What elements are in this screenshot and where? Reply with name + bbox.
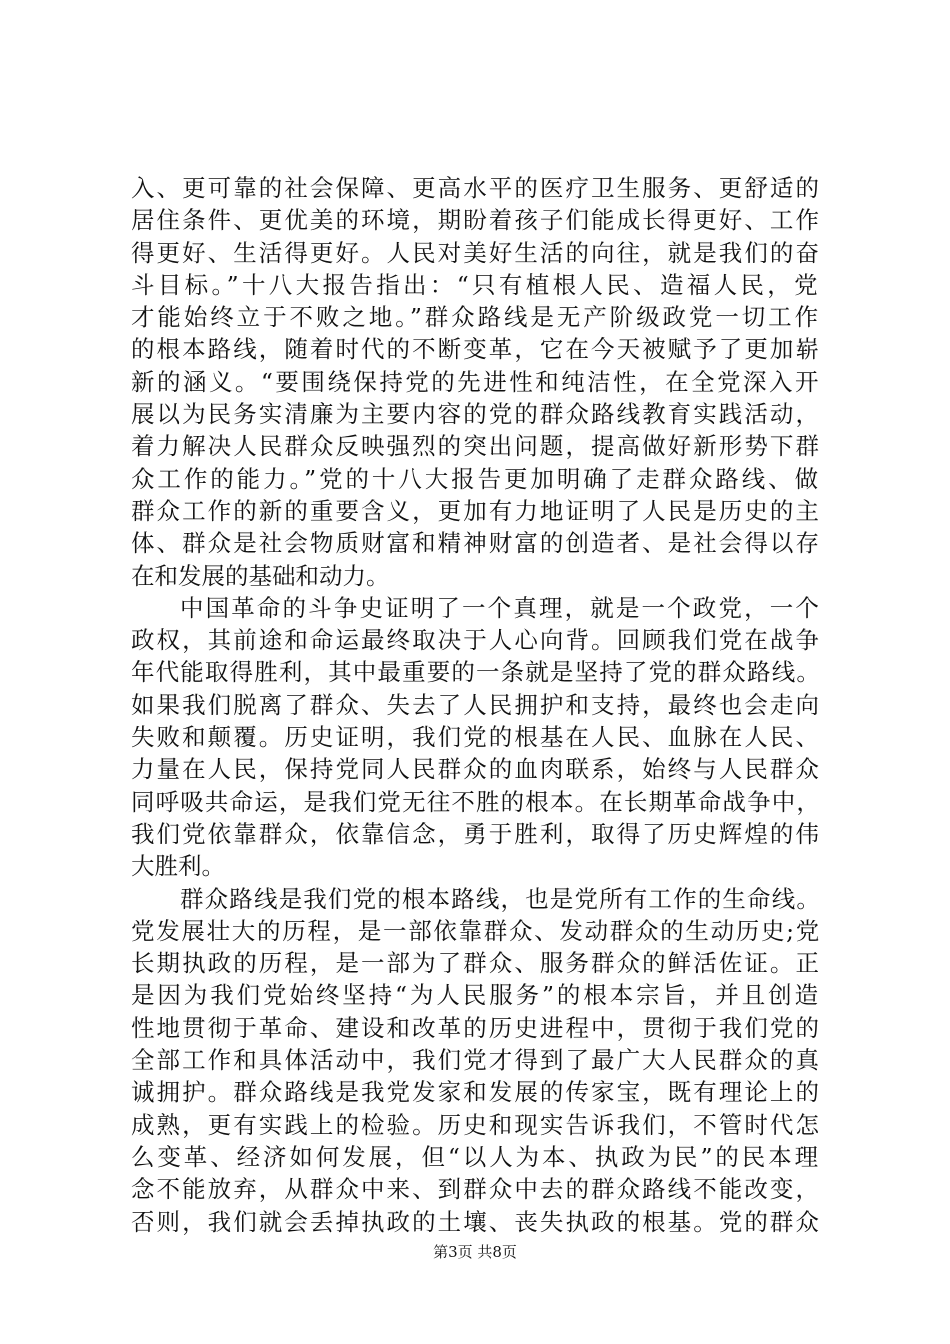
text-line: 体、群众是社会物质财富和精神财富的创造者、是社会得以存 (131, 529, 821, 558)
text-line: 否则，我们就会丢掉执政的土壤、丧失执政的根基。党的群众 (131, 1207, 821, 1236)
text-line: 么变革、经济如何发展，但“以人为本、执政为民”的民本理 (131, 1142, 821, 1171)
text-line: 力量在人民，保持党同人民群众的血肉联系，始终与人民群众 (131, 755, 821, 784)
document-body (131, 172, 821, 1238)
text-line: 是因为我们党始终坚持“为人民服务”的根本宗旨，并且创造 (131, 981, 821, 1010)
text-line: 全部工作和具体活动中，我们党才得到了最广大人民群众的真 (131, 1046, 821, 1075)
text-line: 成熟，更有实践上的检验。历史和现实告诉我们，不管时代怎 (131, 1110, 821, 1139)
text-line: 如果我们脱离了群众、失去了人民拥护和支持，最终也会走向 (131, 690, 821, 719)
text-line: 念不能放弃，从群众中来、到群众中去的群众路线不能改变， (131, 1175, 821, 1204)
text-line: 长期执政的历程，是一部为了群众、服务群众的鲜活佐证。正 (131, 949, 821, 978)
text-line: 中国革命的斗争史证明了一个真理，就是一个政党，一个 (180, 593, 821, 622)
text-line: 性地贯彻于革命、建设和改革的历史进程中，贯彻于我们党的 (131, 1013, 821, 1042)
text-line: 的根本路线，随着时代的不断变革，它在今天被赋予了更加崭 (131, 335, 821, 364)
text-line: 大胜利。 (131, 852, 225, 881)
text-line: 着力解决人民群众反映强烈的突出问题，提高做好新形势下群 (131, 432, 821, 461)
text-line: 群众路线是我们党的根本路线，也是党所有工作的生命线。 (180, 884, 821, 913)
text-line: 众工作的能力。”党的十八大报告更加明确了走群众路线、做 (131, 464, 821, 493)
text-line: 得更好、生活得更好。人民对美好生活的向往，就是我们的奋 (131, 238, 821, 267)
text-line: 入、更可靠的社会保障、更高水平的医疗卫生服务、更舒适的 (131, 174, 821, 202)
text-line: 群众工作的新的重要含义，更加有力地证明了人民是历史的主 (131, 496, 821, 525)
text-line: 政权，其前途和命运最终取决于人心向背。回顾我们党在战争 (131, 626, 821, 655)
text-line: 居住条件、更优美的环境，期盼着孩子们能成长得更好、工作 (131, 206, 821, 235)
text-line: 诚拥护。群众路线是我党发家和发展的传家宝，既有理论上的 (131, 1078, 821, 1107)
text-line: 斗目标。”十八大报告指出：“只有植根人民、造福人民，党 (131, 270, 821, 299)
text-line: 同呼吸共命运，是我们党无往不胜的根本。在长期革命战争中， (131, 787, 821, 816)
text-line: 我们党依靠群众，依靠信念，勇于胜利，取得了历史辉煌的伟 (131, 819, 821, 848)
text-line: 在和发展的基础和动力。 (131, 561, 390, 590)
page-number-footer: 第3页 共8页 (433, 1243, 517, 1261)
text-line: 党发展壮大的历程，是一部依靠群众、发动群众的生动历史;党 (131, 916, 821, 945)
text-line: 年代能取得胜利，其中最重要的一条就是坚持了党的群众路线。 (131, 658, 821, 687)
text-line: 新的涵义。“要围绕保持党的先进性和纯洁性，在全党深入开 (131, 367, 821, 396)
text-line: 才能始终立于不败之地。”群众路线是无产阶级政党一切工作 (131, 303, 821, 332)
text-line: 展以为民务实清廉为主要内容的党的群众路线教育实践活动， (131, 400, 821, 429)
text-line: 失败和颠覆。历史证明，我们党的根基在人民、血脉在人民、 (131, 723, 821, 752)
